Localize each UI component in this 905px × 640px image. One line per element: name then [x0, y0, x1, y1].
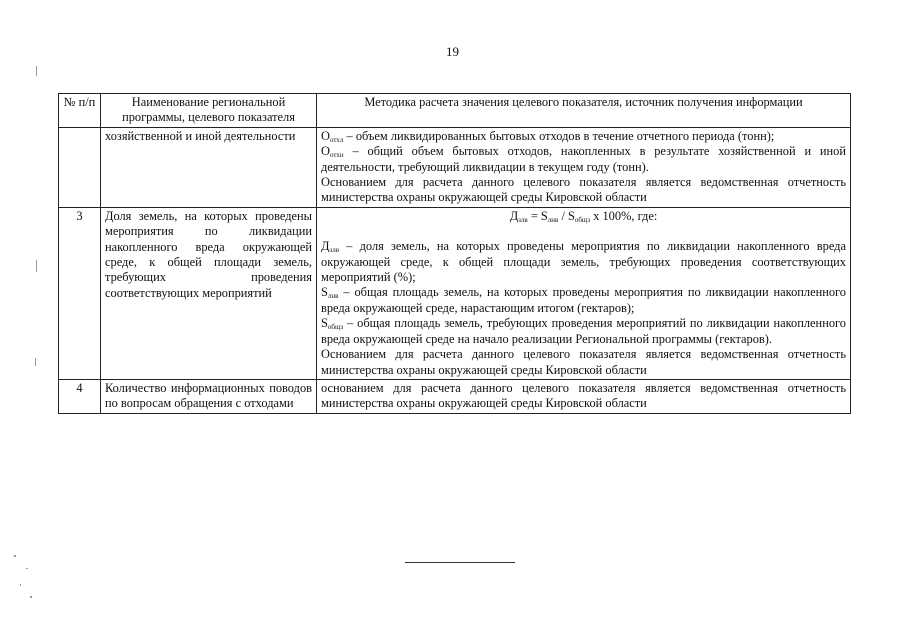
- row-num: 3: [59, 207, 101, 379]
- method-line: $О_{отхн}$ – общий объем бытовых отходов, накопленных в результате хозяйственной и иной деятельности, требующий ликвидации в текущем году (тонн).: [321, 144, 846, 174]
- scan-speck: [36, 260, 37, 272]
- header-name: Наименование региональной программы, целевого показателя: [101, 94, 317, 128]
- method-line: $S_{лнв}$ – общая площадь земель, на которых проведены мероприятия по ликвидации накопленного вреда окружающей среде, нарастающим итогом (гектаров);: [321, 285, 846, 315]
- table-row: [59, 379, 851, 413]
- row-num: 4: [59, 379, 101, 413]
- method-basis: Основанием для расчета данного целевого показателя является ведомственная отчетность министерства охраны окружающей среды Кировской области: [321, 347, 846, 377]
- page-number: 19: [446, 44, 459, 59]
- method-line: $Д_{злв}$ – доля земель, на которых проведены мероприятия по ликвидации накопленного вреда окружающей среде, к общей площади земель, требующих проведения соответствующих мероприятий (%);: [321, 239, 846, 285]
- scan-speck: [35, 358, 36, 366]
- method-line: $S_{общз}$ – общая площадь земель, требующих проведения мероприятий по ликвидации накопленного вреда окружающей среде на начало реализации Региональной программы (гектаров).: [321, 316, 846, 346]
- method-basis: Основанием для расчета данного целевого показателя является ведомственная отчетность министерства охраны окружающей среды Кировской области: [321, 175, 846, 205]
- header-method: Методика расчета значения целевого показателя, источник получения информации: [317, 94, 851, 128]
- scan-speck: [36, 66, 37, 76]
- row-name: хозяйственной и иной деятельности: [101, 127, 317, 207]
- scan-speck: [14, 555, 16, 557]
- method-basis: основанием для расчета данного целевого показателя является ведомственная отчетность министерства охраны окружающей среды Кировской области: [321, 380, 846, 411]
- row-method: [317, 127, 851, 207]
- footer-rule: [405, 562, 515, 563]
- scan-speck: [26, 568, 28, 569]
- scan-speck: [30, 596, 32, 598]
- scan-speck: [20, 584, 21, 586]
- header-num: № п/п: [59, 94, 101, 128]
- row-num: [59, 127, 101, 207]
- method-line: $О_{отхл}$ – объем ликвидированных бытовых отходов в течение отчетного периода (тонн);: [321, 128, 775, 144]
- table-row: [59, 207, 851, 379]
- formula: $Д_{злв} = S_{лнв} / S_{общз}$ x 100%, где:: [509, 208, 658, 224]
- table-row: [59, 127, 851, 207]
- indicator-table: [58, 93, 851, 414]
- row-name: Доля земель, на которых проведены мероприятия по ликвидации накопленного вреда окружающей среде, к общей площади земель, требующих проведения соответствующих мероприятий: [101, 207, 317, 379]
- row-name: Количество информационных поводов по вопросам обращения с отходами: [101, 379, 317, 413]
- row-method: [317, 207, 851, 379]
- table-header-row: [59, 94, 851, 128]
- row-method: [317, 379, 851, 413]
